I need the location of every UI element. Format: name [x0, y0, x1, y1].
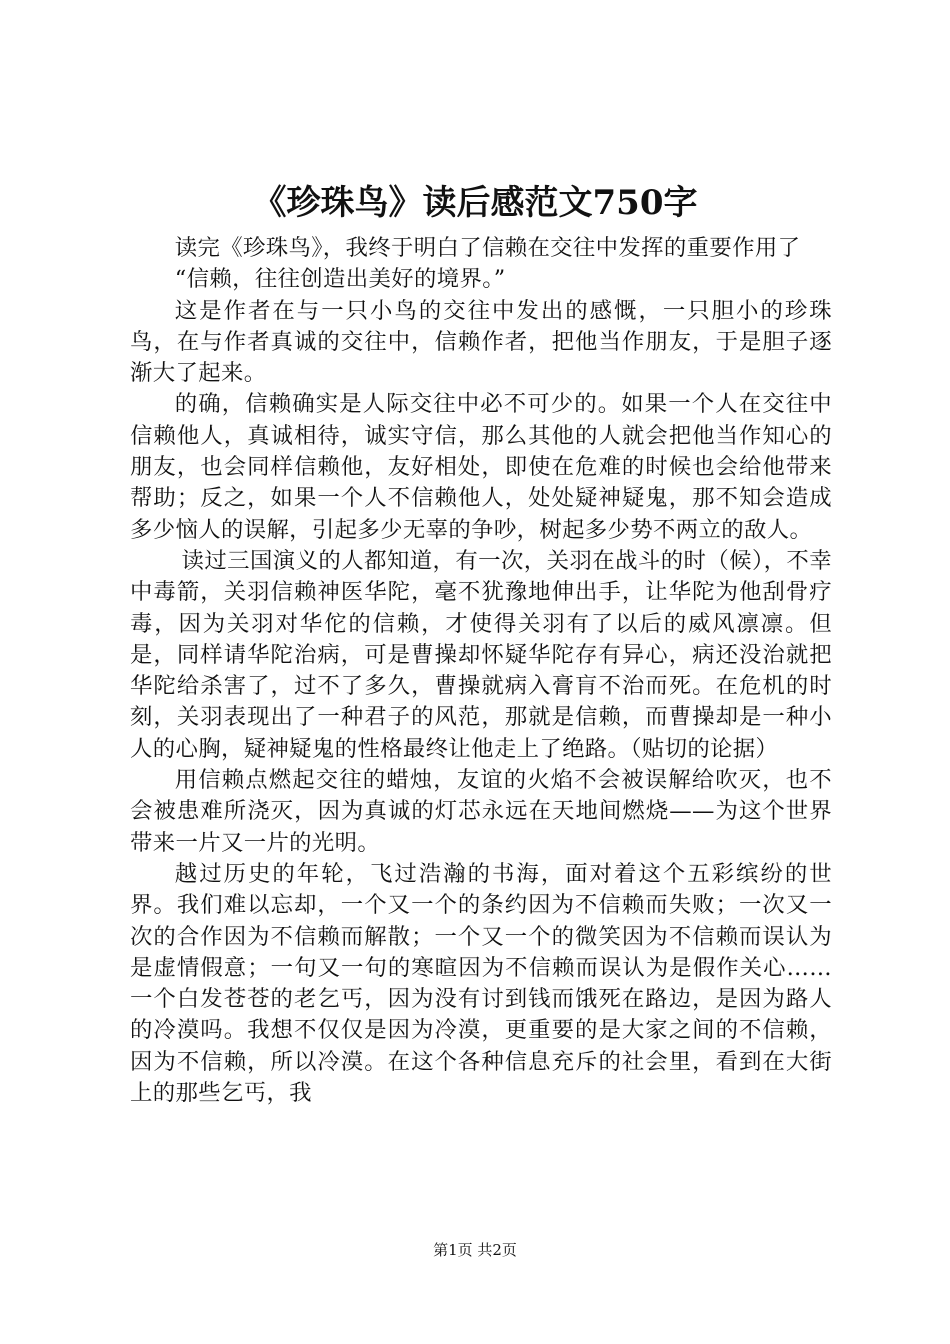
paragraph-3: 这是作者在与一只小鸟的交往中发出的感慨，一只胆小的珍珠鸟，在与作者真诚的交往中，信赖作者，把他当作朋友，于是胆子逐渐大了起来。 — [130, 297, 832, 387]
document-body — [130, 233, 832, 1109]
page-number-footer: 第1页 共2页 — [433, 1241, 517, 1259]
paragraph-4: 的确，信赖确实是人际交往中必不可少的。如果一个人在交往中信赖他人，真诚相待，诚实守信，那么其他的人就会把他当作知心的朋友，也会同样信赖他，友好相处，即使在危难的时候也会给他带来帮助；反之，如果一个人不信赖他人，处处疑神疑鬼，那不知会造成多少恼人的误解，引起多少无辜的争吵，树起多少势不两立的敌人。 — [130, 391, 832, 543]
paragraph-6: 用信赖点燃起交往的蜡烛，友谊的火焰不会被误解给吹灭，也不会被患难所浇灭，因为真诚的灯芯永远在天地间燃烧——为这个世界带来一片又一片的光明。 — [130, 767, 832, 856]
document-title: 《珍珠鸟》读后感范文750字 — [252, 183, 698, 223]
paragraph-5: 读过三国演义的人都知道，有一次，关羽在战斗的时（候），不幸中毒箭，关羽信赖神医华陀，毫不犹豫地伸出手，让华陀为他刮骨疗毒，因为关羽对华佗的信赖，才使得关羽有了以后的威风凛凛。但是，同样请华陀治病，可是曹操却怀疑华陀存有异心，病还没治就把华陀给杀害了，过不了多久，曹操就病入膏肓不治而死。在危机的时刻，关羽表现出了一种君子的风范，那就是信赖，而曹操却是一种小人的心胸，疑神疑鬼的性格最终让他走上了绝路。（贴切的论据） — [130, 547, 832, 762]
paragraph-2: “信赖，往往创造出美好的境界。” — [174, 266, 506, 293]
paragraph-1: 读完《珍珠鸟》，我终于明白了信赖在交往中发挥的重要作用了 — [174, 235, 801, 261]
paragraph-7: 越过历史的年轮，飞过浩瀚的书海，面对着这个五彩缤纷的世界。我们难以忘却，一个又一个的条约因为不信赖而失败；一次又一次的合作因为不信赖而解散；一个又一个的微笑因为不信赖而误认为是虚情假意；一句又一句的寒暄因为不信赖而误认为是假作关心……一个白发苍苍的老乞丐，因为没有讨到钱而饿死在路边，是因为路人的冷漠吗。我想不仅仅是因为冷漠，更重要的是大家之间的不信赖，因为不信赖，所以冷漠。在这个各种信息充斥的社会里，看到在大街上的那些乞丐，我 — [130, 860, 832, 1107]
